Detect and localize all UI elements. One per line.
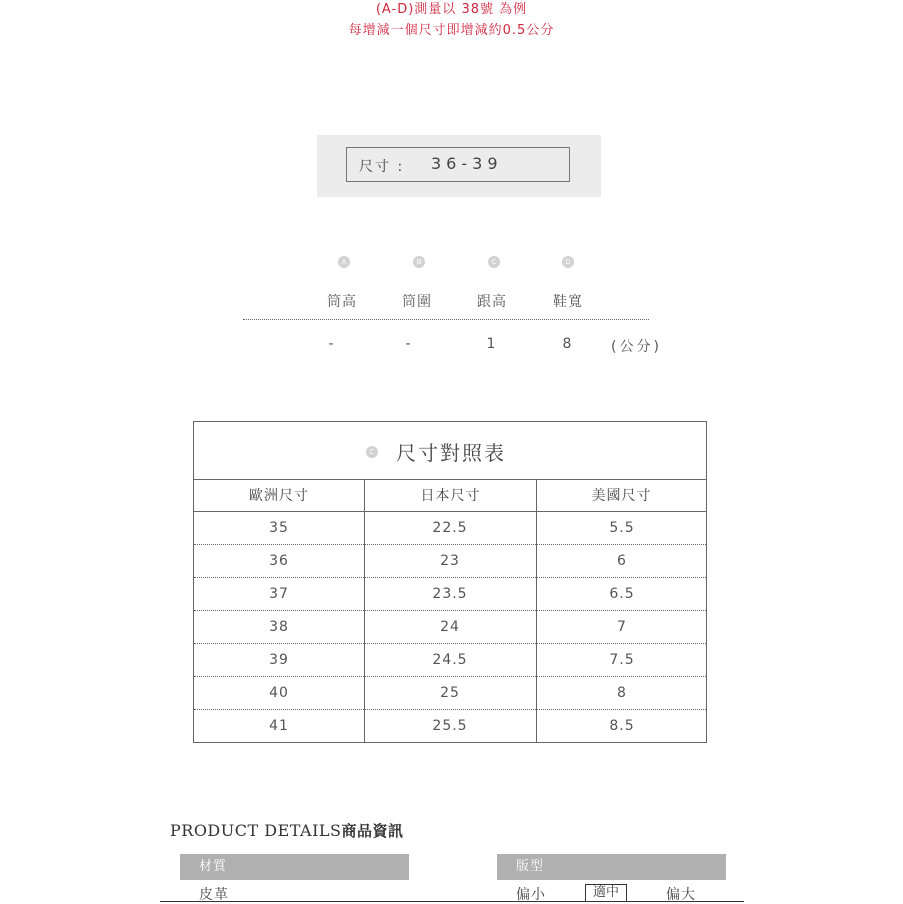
cell-jp-size: 24.5: [432, 652, 468, 668]
cell-us-size: 6: [617, 553, 627, 569]
cell-jp-size: 23.5: [432, 586, 468, 602]
size-label: 尺寸 :: [359, 159, 405, 175]
size-chart-header: [194, 422, 706, 480]
size-step-note: 每增減一個尺寸即增減約0.5公分: [348, 23, 555, 38]
cell-us-size: 7: [617, 619, 627, 635]
marker-b-icon: B: [413, 256, 425, 268]
product-details-title-en: PRODUCT DETAILS: [170, 821, 342, 840]
row-divider: [194, 577, 706, 578]
fit-option-regular-selected: 適中: [585, 884, 627, 902]
cell-jp-size: 25: [440, 685, 460, 701]
label-heel-height: 跟高: [477, 294, 507, 310]
header-row-line: [194, 511, 706, 512]
product-details-title-zh: 商品資訊: [341, 822, 404, 840]
value-shoe-width: 8: [562, 336, 572, 352]
row-divider: [194, 676, 706, 677]
label-shoe-width: 鞋寬: [553, 294, 583, 310]
material-header: 材質: [180, 854, 409, 880]
cell-us-size: 5.5: [609, 520, 635, 536]
col-header-eu: 歐洲尺寸: [249, 488, 309, 504]
cell-eu-size: 40: [269, 685, 289, 701]
fit-option-small: 偏小: [516, 887, 546, 903]
measure-divider: [243, 319, 649, 320]
value-heel-height: 1: [486, 336, 496, 352]
cell-eu-size: 36: [269, 553, 289, 569]
fit-option-large: 偏大: [666, 887, 696, 903]
cell-eu-size: 39: [269, 652, 289, 668]
cell-eu-size: 37: [269, 586, 289, 602]
fit-header: 版型: [497, 854, 726, 880]
marker-d-icon: D: [562, 256, 574, 268]
value-shaft-circumference: -: [405, 336, 411, 352]
chart-c-icon: C: [366, 446, 378, 458]
material-value: 皮革: [199, 887, 229, 903]
cell-us-size: 6.5: [609, 586, 635, 602]
cell-eu-size: 38: [269, 619, 289, 635]
cell-us-size: 7.5: [609, 652, 635, 668]
measure-note: (A-D)測量以 38號 為例: [375, 2, 528, 17]
cell-jp-size: 24: [440, 619, 460, 635]
cell-jp-size: 25.5: [432, 718, 468, 734]
label-shaft-circumference: 筒圍: [402, 294, 432, 310]
details-baseline: [160, 901, 744, 902]
cell-jp-size: 23: [440, 553, 460, 569]
cell-us-size: 8.5: [609, 718, 635, 734]
row-divider: [194, 544, 706, 545]
value-shaft-height: -: [328, 336, 334, 352]
product-details-title: [170, 820, 404, 841]
size-panel: [317, 135, 601, 197]
cell-eu-size: 35: [269, 520, 289, 536]
row-divider: [194, 709, 706, 710]
size-box: [346, 147, 570, 182]
cell-us-size: 8: [617, 685, 627, 701]
marker-a-icon: A: [338, 256, 350, 268]
size-chart-title: 尺寸對照表: [396, 441, 506, 465]
cell-jp-size: 22.5: [432, 520, 468, 536]
unit-label: (公分): [611, 339, 662, 355]
size-chart-table: [193, 421, 707, 743]
col-header-us: 美國尺寸: [591, 488, 652, 504]
marker-c-icon: C: [488, 256, 500, 268]
row-divider: [194, 643, 706, 644]
size-value: 36-39: [431, 154, 503, 173]
cell-eu-size: 41: [269, 718, 289, 734]
label-shaft-height: 筒高: [327, 294, 357, 310]
row-divider: [194, 610, 706, 611]
col-header-jp: 日本尺寸: [420, 488, 481, 504]
